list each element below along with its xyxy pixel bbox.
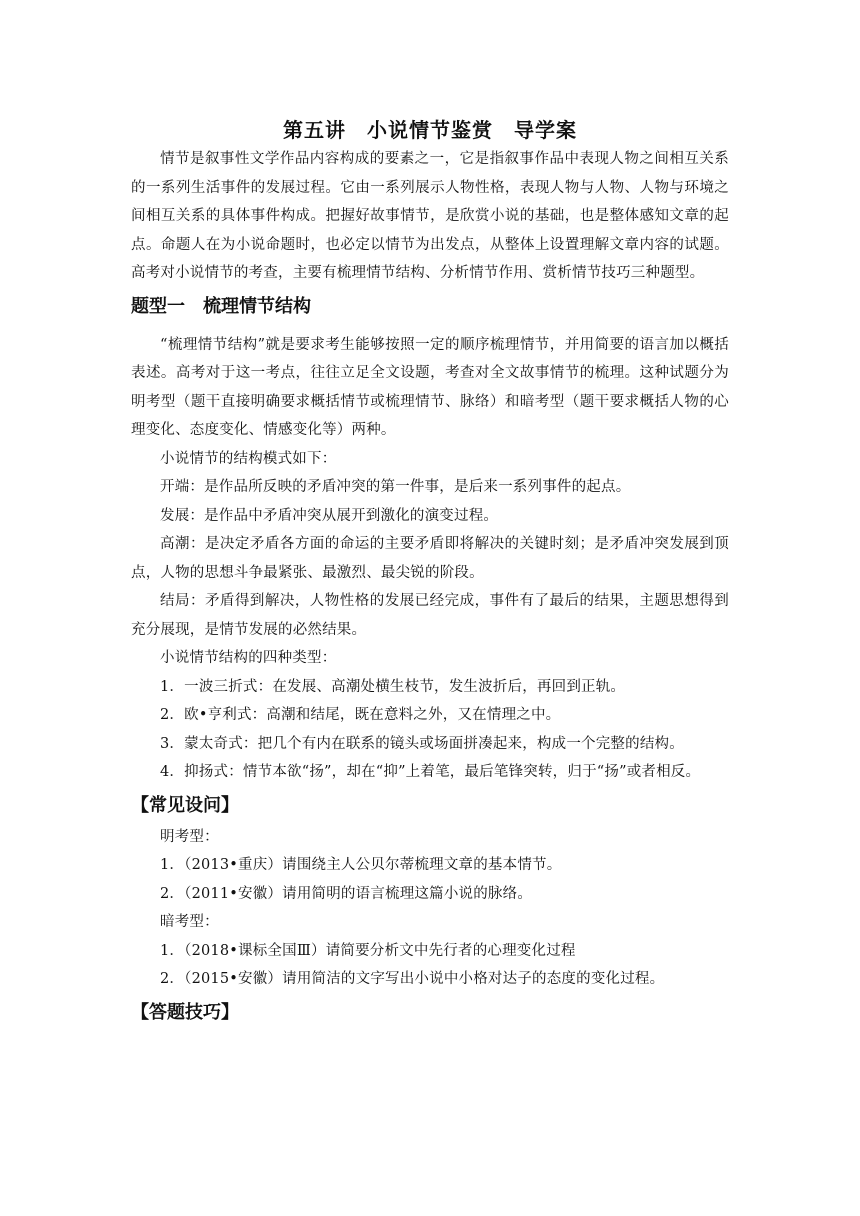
section-heading-answer-tips: 【答题技巧】 (131, 1001, 239, 1023)
structure-item-development: 发展：是作品中矛盾冲突从展开到激化的演变过程。 (160, 507, 499, 524)
type-item: 2．欧•亨利式：高潮和结尾，既在意料之外，又在情理之中。 (160, 707, 561, 723)
intro-paragraph: 情节是叙事性文学作品内容构成的要素之一，它是指叙事作品中表现人物之间相互关系的一系列生活事件的发展过程。它由一系列展示人物性格，表现人物与人物、人物与环境之间相互关系的具体事件构成。把握好故事情节，是欣赏小说的基础，也是整体感知文章的起点。命题人在为小说命题时，也必定以情节为出发点，从整体上设置理解文章内容的试题。高考对小说情节的考查，主要有梳理情节结构、分析情节作用、赏析情节技巧三种题型。 (131, 151, 729, 281)
implicit-label: 暗考型： (160, 914, 219, 930)
type-item: 3．蒙太奇式：把几个有内在联系的镜头或场面拼凑起来，构成一个完整的结构。 (160, 735, 684, 752)
type-item: 4．抑扬式：情节本欲“扬”，却在“抑”上着笔，最后笔锋突转，归于“扬”或者相反。 (160, 764, 701, 780)
type-item: 1．一波三折式：在发展、高潮处横生枝节，发生波折后，再回到正轨。 (160, 678, 626, 695)
section-heading-common-questions: 【常见设问】 (131, 794, 239, 816)
structure-item-ending: 结局：矛盾得到解决，人物性格的发展已经完成，事件有了最后的结果，主题思想得到充分展现，是情节发展的必然结果。 (131, 593, 729, 638)
structure-intro: 小说情节的结构模式如下： (160, 450, 337, 467)
structure-item-climax: 高潮：是决定矛盾各方面的命运的主要矛盾即将解决的关键时刻；是矛盾冲突发展到顶点，人物的思想斗争最紧张、最激烈、最尖锐的阶段。 (131, 536, 729, 581)
section-heading-type-one: 题型一 梳理情节结构 (131, 295, 311, 317)
question-item: 2．（2015•安徽）请用简洁的文字写出小说中小格对达子的态度的变化过程。 (160, 971, 665, 987)
document-body (131, 145, 729, 1028)
types-intro: 小说情节结构的四种类型： (160, 650, 337, 666)
page-title: 第五讲 小说情节鉴赏 导学案 (283, 118, 577, 142)
structure-item-opening: 开端：是作品所反映的矛盾冲突的第一件事，是后来一系列事件的起点。 (160, 479, 631, 495)
explicit-label: 明考型： (160, 828, 219, 845)
question-item: 2．（2011•安徽）请用简明的语言梳理这篇小说的脉络。 (160, 885, 533, 902)
section-one-paragraph: “梳理情节结构”就是要求考生能够按照一定的顺序梳理情节，并用简要的语言加以概括表述。高考对于这一考点，往往立足全文设题，考查对全文故事情节的梳理。这种试题分为明考型（题干直接明确要求概括情节或梳理情节、脉络）和暗考型（题干要求概括人物的心理变化、态度变化、情感变化等）两种。 (131, 336, 729, 438)
question-item: 1．（2013•重庆）请围绕主人公贝尔蒂梳理文章的基本情节。 (160, 857, 562, 873)
question-item: 1．（2018•课标全国Ⅲ）请简要分析文中先行者的心理变化过程 (160, 942, 576, 959)
